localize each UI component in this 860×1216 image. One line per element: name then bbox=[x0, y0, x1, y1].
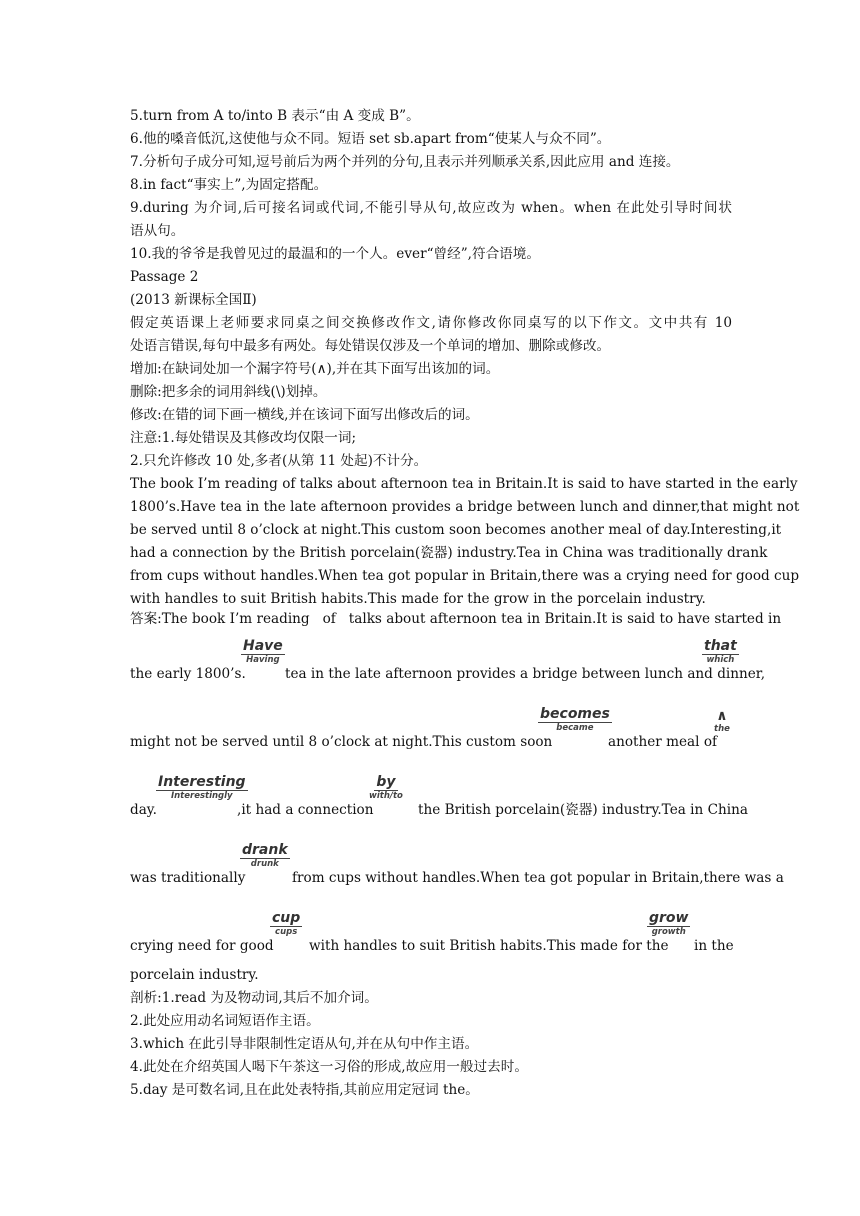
correction-interesting: Interesting Interestingly bbox=[158, 774, 246, 801]
passage-line-1: The book I’m reading of talks about afternoon tea in Britain.It is said to have started in the early bbox=[130, 476, 798, 492]
note-9: 9.during 为介词,后可接名词或代词,不能引导从句,故应改为 when。when 在此处引导时间状 bbox=[130, 200, 732, 216]
correction-grow: grow growth bbox=[649, 910, 689, 937]
analysis-5: 5.day 是可数名词,且在此处表特指,其前应用定冠词 the。 bbox=[130, 1082, 479, 1098]
analysis-3: 3.which 在此引导非限制性定语从句,并在从句中作主语。 bbox=[130, 1036, 479, 1052]
analysis-1: 剖析:1.read 为及物动词,其后不加介词。 bbox=[130, 990, 378, 1006]
passage-line-5: from cups without handles.When tea got popular in Britain,there was a crying need for good cup bbox=[130, 568, 800, 584]
correction-cup: cup cups bbox=[272, 910, 301, 937]
correction-that: that which bbox=[704, 638, 737, 665]
answer-line-5: was traditionally drank drunk from cups without handles.When tea got popular in Britain,there was a bbox=[130, 842, 784, 886]
answer-line-6: crying need for good cup cups with handles to suit British habits.This made for the grow growth in the bbox=[130, 910, 734, 954]
correction-becomes: becomes became bbox=[540, 706, 610, 733]
correction-insert-the: ∧ the bbox=[714, 708, 730, 734]
note-2: 2.只允许修改 10 处,多者(从第 11 处起)不计分。 bbox=[130, 453, 428, 469]
analysis-4: 4.此处在介绍英国人喝下午茶这一习俗的形成,故应用一般过去时。 bbox=[130, 1059, 528, 1075]
rule-modify: 修改:在错的词下画一横线,并在该词下面写出修改后的词。 bbox=[130, 407, 479, 423]
answer-line-2: the early 1800’s. Have Having tea in the late afternoon provides a bridge between lunch and dinner, that which bbox=[130, 638, 766, 682]
answer-line-7: porcelain industry. bbox=[130, 967, 259, 983]
note-6: 6.他的嗓音低沉,这使他与众不同。短语 set sb.apart from“使某人与众不同”。 bbox=[130, 131, 611, 147]
passage-line-2: 1800’s.Have tea in the late afternoon provides a bridge between lunch and dinner,that might not bbox=[130, 499, 800, 515]
note-5: 5.turn from A to/into B 表示“由 A 变成 B”。 bbox=[130, 108, 420, 124]
correction-by: by with/to bbox=[369, 774, 403, 801]
correction-have: Have Having bbox=[243, 638, 283, 665]
answer-line-1: 答案:The book I’m reading of talks about afternoon tea in Britain.It is said to have started in bbox=[130, 611, 782, 627]
rule-add: 增加:在缺词处加一个漏字符号(∧),并在其下面写出该加的词。 bbox=[130, 361, 500, 377]
answer-line-3: might not be served until 8 o’clock at night.This custom soon becomes became another meal of ∧ the bbox=[130, 706, 730, 750]
passage-source: (2013 新课标全国Ⅱ) bbox=[130, 292, 257, 308]
note-7: 7.分析句子成分可知,逗号前后为两个并列的分句,且表示并列顺承关系,因此应用 and 连接。 bbox=[130, 154, 680, 170]
instructions-2: 处语言错误,每句中最多有两处。每处错误仅涉及一个单词的增加、删除或修改。 bbox=[130, 338, 611, 354]
analysis-2: 2.此处应用动名词短语作主语。 bbox=[130, 1013, 320, 1029]
note-10: 10.我的爷爷是我曾见过的最温和的一个人。ever“曾经”,符合语境。 bbox=[130, 246, 540, 262]
instructions-1: 假定英语课上老师要求同桌之间交换修改作文,请你修改你同桌写的以下作文。文中共有 10 bbox=[130, 315, 732, 331]
passage-line-6: with handles to suit British habits.This made for the grow in the porcelain industry. bbox=[130, 591, 706, 607]
passage-line-3: be served until 8 o’clock at night.This custom soon becomes another meal of day.Interesting,it bbox=[130, 522, 782, 538]
answer-line-4: day. Interesting Interestingly ,it had a connection by with/to the British porcelain(瓷器) industry.Tea in China bbox=[130, 774, 748, 818]
note-1: 注意:1.每处错误及其修改均仅限一词; bbox=[130, 430, 357, 446]
passage-line-4: had a connection by the British porcelain(瓷器) industry.Tea in China was traditionally drank bbox=[130, 545, 768, 561]
rule-delete: 删除:把多余的词用斜线(\)划掉。 bbox=[130, 384, 327, 400]
correction-drank: drank drunk bbox=[242, 842, 288, 869]
note-8: 8.in fact“事实上”,为固定搭配。 bbox=[130, 177, 328, 193]
note-9-cont: 语从句。 bbox=[130, 223, 185, 239]
passage-title: Passage 2 bbox=[130, 269, 199, 285]
